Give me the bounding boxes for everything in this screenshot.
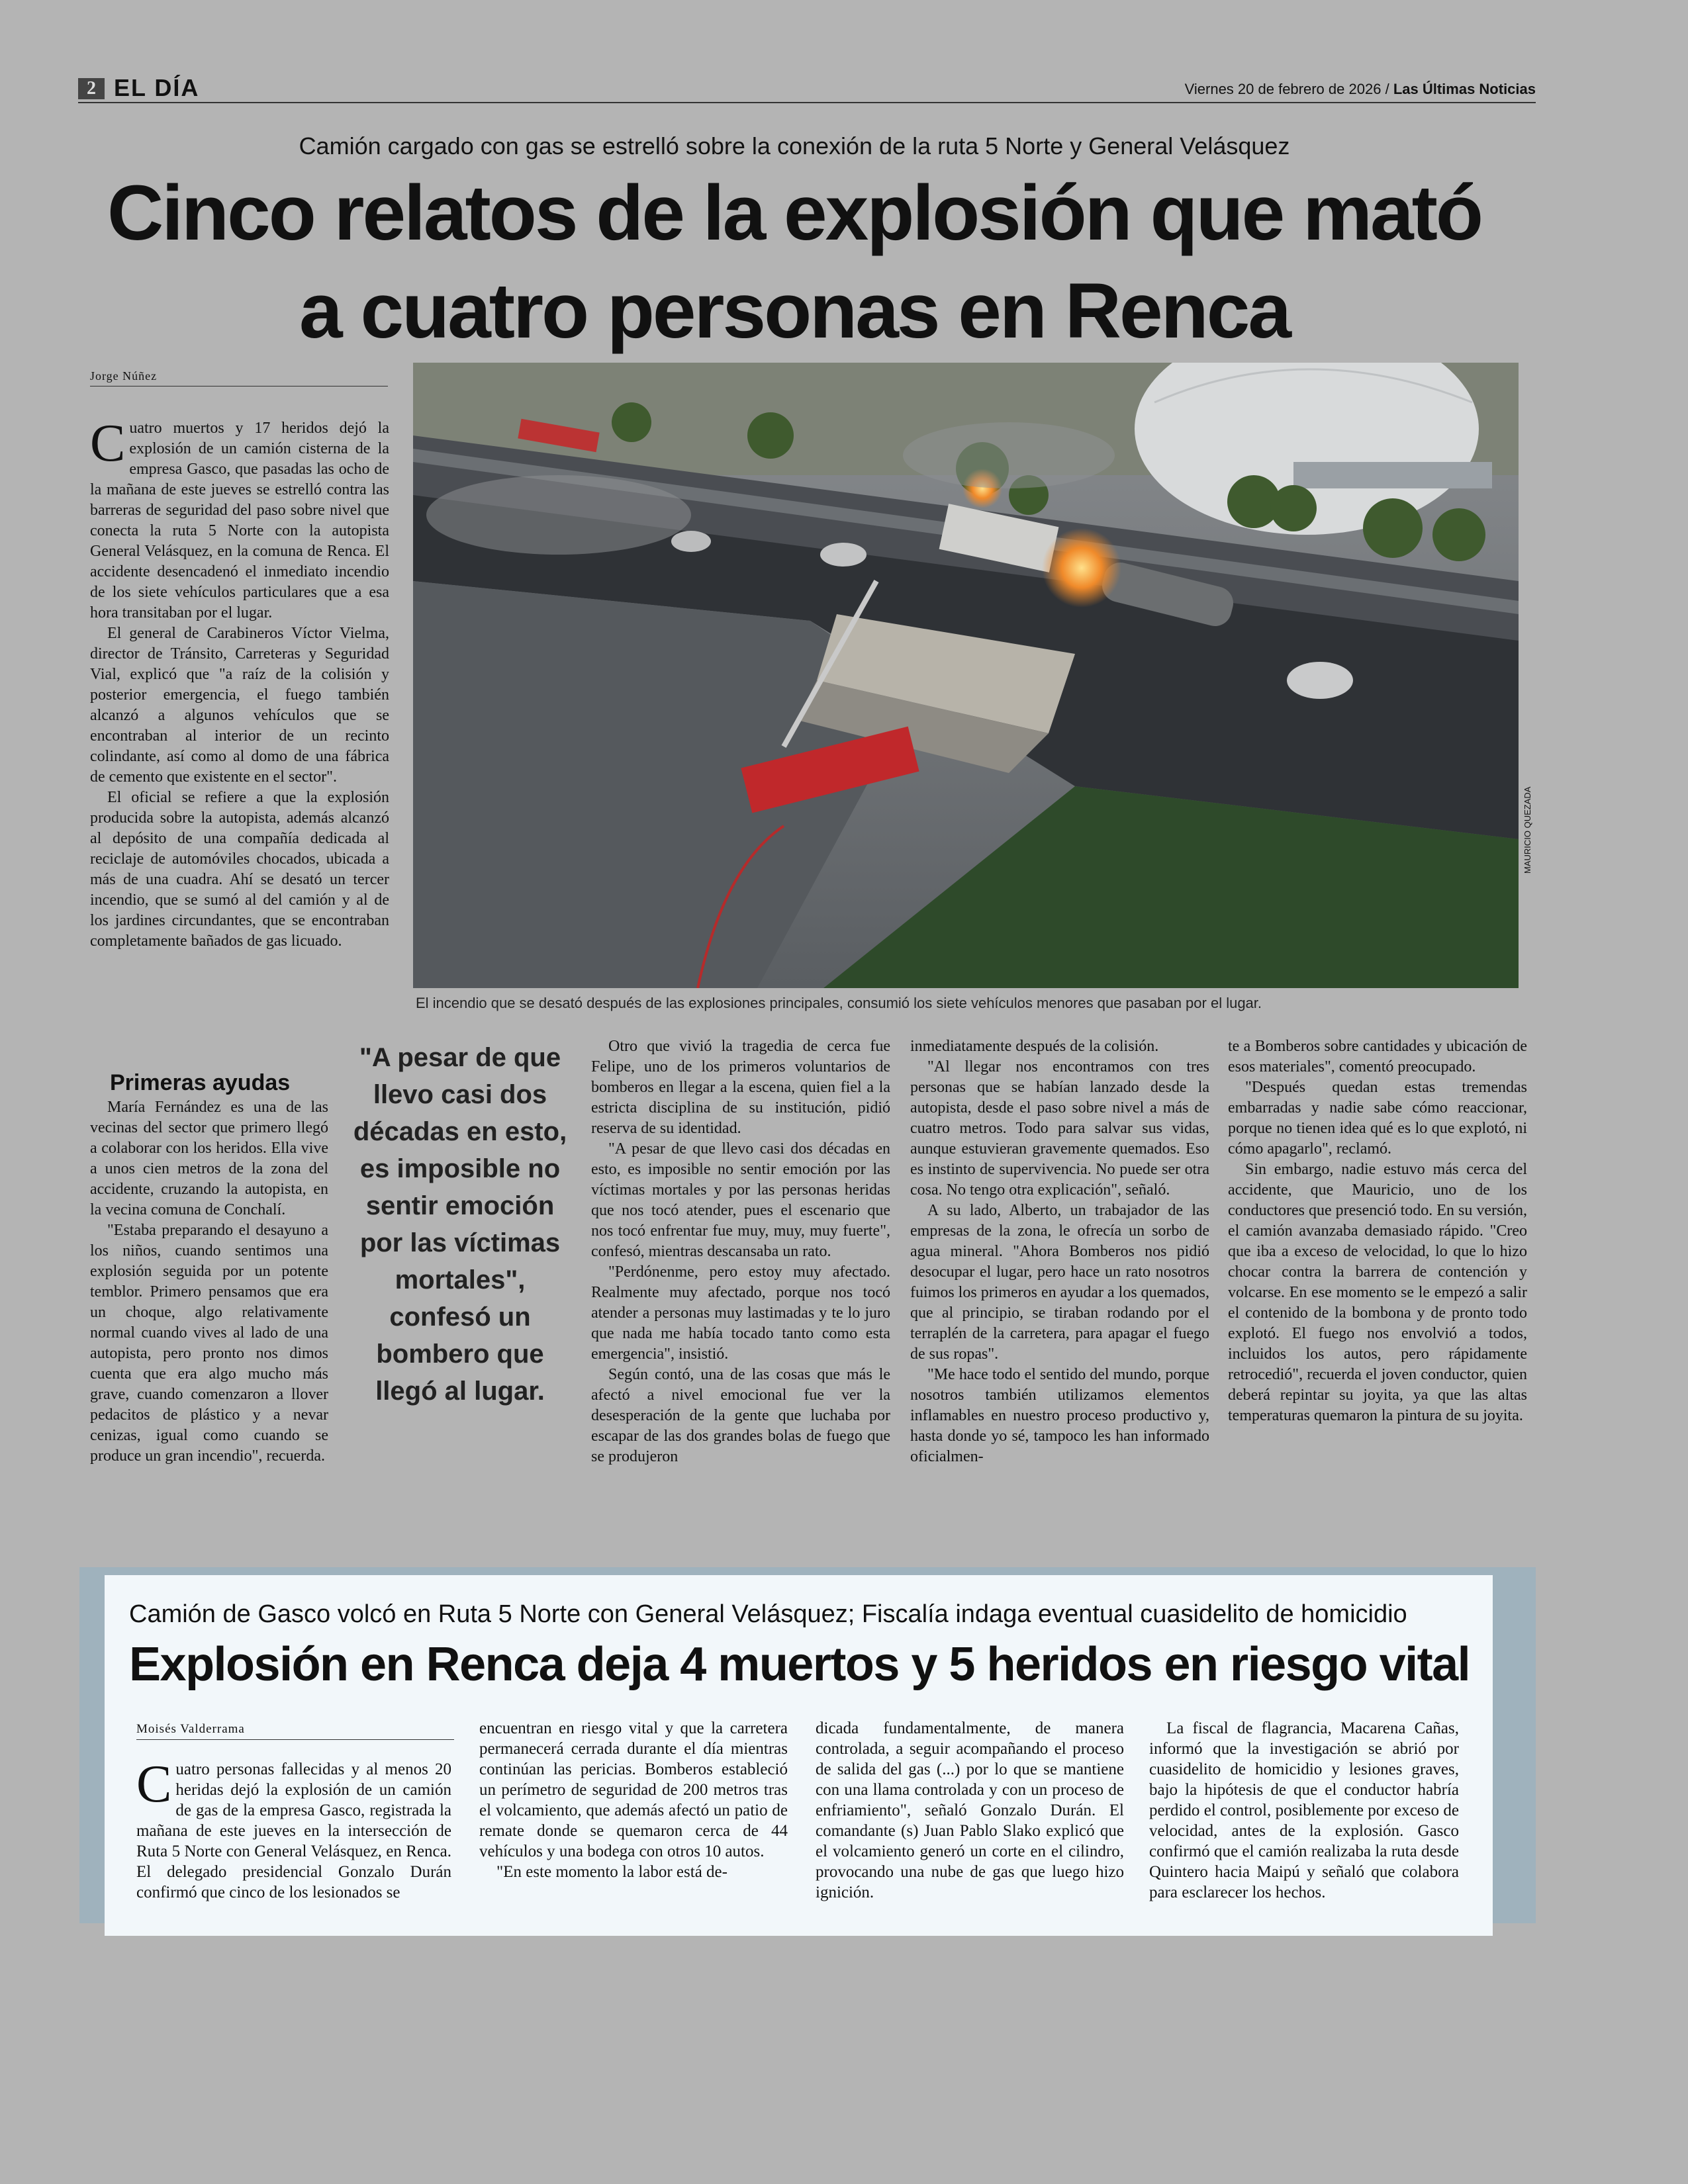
paragraph: uatro personas fallecidas y al menos 20 heridas dejó la explosión de un camión de gas de la empresa Gasco, registrada la mañana de este jueves en la intersección de Ruta 5 Norte con General Velásquez, en Renca. El delegado presidencial Gonzalo Durán confirmó que cinco de los lesionados se — [136, 1760, 451, 1901]
section-title: EL DÍA — [114, 74, 200, 101]
headline-line-2: a cuatro personas en Renca — [299, 267, 1289, 355]
drop-cap: C — [136, 1755, 172, 1813]
paragraph: te a Bomberos sobre cantidades y ubicación de esos materiales", comentó preocupado. — [1228, 1038, 1527, 1075]
article-column-1 — [90, 414, 389, 952]
article-column-4 — [910, 1036, 1209, 1467]
paragraph: encuentran en riesgo vital y que la carretera permanecerá cerrada durante el día mientras continúan las pericias. Bomberos estableció un perímetro de seguridad de 200 metros tras el volcamiento, que además afectó un patio de remate donde se quemaron cerca de 44 vehículos y una bodega con otros 10 autos. — [479, 1719, 788, 1860]
article-column-5 — [1228, 1036, 1527, 1426]
photo-credit: MAURICIO QUEZADA — [1523, 786, 1532, 874]
article-column-3 — [591, 1036, 890, 1467]
article-kicker: Camión cargado con gas se estrelló sobre la conexión de la ruta 5 Norte y General Velásquez — [299, 132, 1290, 159]
paragraph: Otro que vivió la tragedia de cerca fue Felipe, uno de los primeros voluntarios de bomberos en llegar a la escena, quien fiel a la estricta disciplina de su institución, pidió reserva de su identidad. — [591, 1038, 890, 1137]
paragraph: A su lado, Alberto, un trabajador de las empresas de la zona, le ofrecía un sorbo de agua mineral. "Ahora Bomberos nos pidió desocupar el lugar, pero hace un rato nosotros fuimos los primeros en ayudar a los quemados, que al principio, se tiraban rodando por el terraplén de la carretera, para apagar el fuego de sus ropas". — [910, 1202, 1209, 1363]
paragraph: inmediatamente después de la colisión. — [910, 1038, 1159, 1055]
box-byline: Moisés Valderrama — [136, 1722, 454, 1740]
paragraph: "En este momento la labor está de- — [496, 1863, 727, 1881]
subhead: Primeras ayudas — [110, 1070, 291, 1095]
article-byline: Jorge Núñez — [90, 369, 388, 387]
paragraph: "Estaba preparando el desayuno a los niños, cuando sentimos una explosión seguida por un potente temblor. Primero pensamos que era un choque, algo relativamente normal cuando vives al lado de una autopista, pero pronto nos dimos cuenta que era algo mucho más grave, cuando comenzaron a llover pedacitos de plástico y a nevar cenizas, igual como cuando se produce un gran incendio", recuerda. — [90, 1222, 328, 1465]
dateline-separator: / — [1385, 81, 1389, 97]
paragraph: María Fernández es una de las vecinas del sector que primero llegó a colaborar con los heridos. Ella vive a unos cien metros de la zona del accidente, cruzando la autopista, en la vecina comuna de Conchalí. — [90, 1099, 328, 1218]
dateline — [1185, 81, 1536, 98]
box-column-1 — [136, 1755, 451, 1903]
fire-scene-illustration — [413, 363, 1519, 988]
box-column-4 — [1149, 1718, 1459, 1903]
paragraph: dicada fundamentalmente, de manera controlada, a seguir acompañando el proceso de salida del gas (...) por lo que se mantiene con una llama controlada y con un proceso de enfriamiento", señaló Gonzalo Durán. El comandante (s) Juan Pablo Slako explicó que el volcamiento generó un corte en el cilindro, provocando una nube de gas que luego hizo ignición. — [816, 1719, 1124, 1901]
headline-line-1: Cinco relatos de la explosión que mató — [107, 169, 1482, 257]
paragraph: Según contó, una de las cosas que más le afectó a nivel emocional fue ver la desesperación de la gente que luchaba por escapar de las dos grandes bolas de fuego que se produjeron — [591, 1366, 890, 1465]
paragraph: Sin embargo, nadie estuvo más cerca del accidente, que Mauricio, uno de los conductores que presenció todo. En su versión, el camión avanzaba demasiado rápido. "Creo que iba a exceso de velocidad, lo que lo hizo chocar contra la barrera de contención y volcarse. En ese momento se le empezó a salir el contenido de la bombona y de pronto todo explotó. El fuego nos envolvió a todos, incluidos los autos, pero rápidamente retrocedió", recuerda el joven conductor, quien deberá repintar su joyita, ya que las altas temperaturas quemaron la pintura de su joyita. — [1228, 1161, 1527, 1424]
issue-date: Viernes 20 de febrero de 2026 — [1184, 81, 1382, 97]
article-photo — [413, 363, 1519, 988]
page-number: 2 — [78, 78, 105, 99]
article-column-1b — [90, 1069, 328, 1467]
paragraph: "Al llegar nos encontramos con tres personas que se habían lanzado desde la autopista, desde el paso sobre nivel a más de cuatro metros. Todo para salvar sus vidas, aunque estuvieran gravemente quemados. Eso es instinto de supervivencia. No puede ser otra cosa. No tengo otra explicación", señaló. — [910, 1058, 1209, 1199]
box-column-3 — [816, 1718, 1124, 1903]
article-headline — [66, 164, 1523, 360]
paragraph: "Perdónenme, pero estoy muy afectado. Realmente muy afectado, porque nos tocó atender a personas muy lastimadas y te lo juro que nada me había tocado tanto como esta emergencia", insistió. — [591, 1263, 890, 1363]
paragraph: El oficial se refiere a que la explosión producida sobre la autopista, además alcanzó al depósito de una compañía dedicada al reciclaje de automóviles chocados, ubicada a más de una cuadra. Ahí se desató un tercer incendio, que se sumó al del camión y al de los jardines circundantes, que se encontraban completamente bañados de gas licuado. — [90, 789, 389, 950]
paragraph: "Me hace todo el sentido del mundo, porque nosotros también utilizamos elementos inflamables en nuestro proceso productivo y, hasta donde yo sé, tampoco les han informado oficialmen- — [910, 1366, 1209, 1465]
box-kicker: Camión de Gasco volcó en Ruta 5 Norte con General Velásquez; Fiscalía indaga eventual cuasidelito de homicidio — [129, 1600, 1407, 1628]
paragraph: "Después quedan estas tremendas embarradas y nadie sabe cómo reaccionar, porque no tienen idea qué es lo que explotó, ni cómo apagarlo", reclamó. — [1228, 1079, 1527, 1158]
photo-caption: El incendio que se desató después de las explosiones principales, consumió los siete vehículos menores que pasaban por el lugar. — [416, 995, 1262, 1011]
pull-quote: "A pesar de que llevo casi dos décadas en esto, es imposible no sentir emoción por las víctimas mortales", confesó un bombero que llegó al lugar. — [353, 1043, 567, 1406]
box-headline: Explosión en Renca deja 4 muertos y 5 heridos en riesgo vital — [129, 1638, 1470, 1691]
drop-cap: C — [90, 414, 126, 473]
box-column-2 — [479, 1718, 788, 1882]
paragraph: "A pesar de que llevo casi dos décadas en esto, es imposible no sentir emoción por las víctimas mortales y por las personas heridas que nos tocó atender, pues el escenario que nos tocó enfrentar fue muy, muy, muy fuerte", confesó, mientras descansaba un rato. — [591, 1140, 890, 1260]
paragraph: El general de Carabineros Víctor Vielma, director de Tránsito, Carreteras y Seguridad Vial, explicó que "a raíz de la colisión y posterior emergencia, el fuego también alcanzó a algunos vehículos que se encontraban al interior de un recinto colindante, así como al domo de una fábrica de cemento que existente en el sector". — [90, 625, 389, 786]
publication-name: Las Últimas Noticias — [1393, 81, 1536, 97]
paragraph: uatro muertos y 17 heridos dejó la explosión de un camión cisterna de la empresa Gasco, que pasadas las ocho de la mañana de este jueves se estrelló contra las barreras de seguridad del paso sobre nivel que conecta la ruta 5 Norte con la autopista General Velásquez, en la comuna de Renca. El accidente desencadenó el inmediato incendio de los siete vehículos particulares que a esa hora transitaban por el lugar. — [90, 420, 389, 621]
paragraph: La fiscal de flagrancia, Macarena Cañas, informó que la investigación se abrió por cuasidelito de homicidio y lesiones graves, bajo la hipótesis de que el conductor habría perdido el control, posiblemente por exceso de velocidad, antes de la explosión. Gasco confirmó que el camión realizaba la ruta desde Quintero hacia Maipú y señaló que colabora para esclarecer los hechos. — [1149, 1719, 1459, 1901]
header-rule — [78, 102, 1536, 103]
